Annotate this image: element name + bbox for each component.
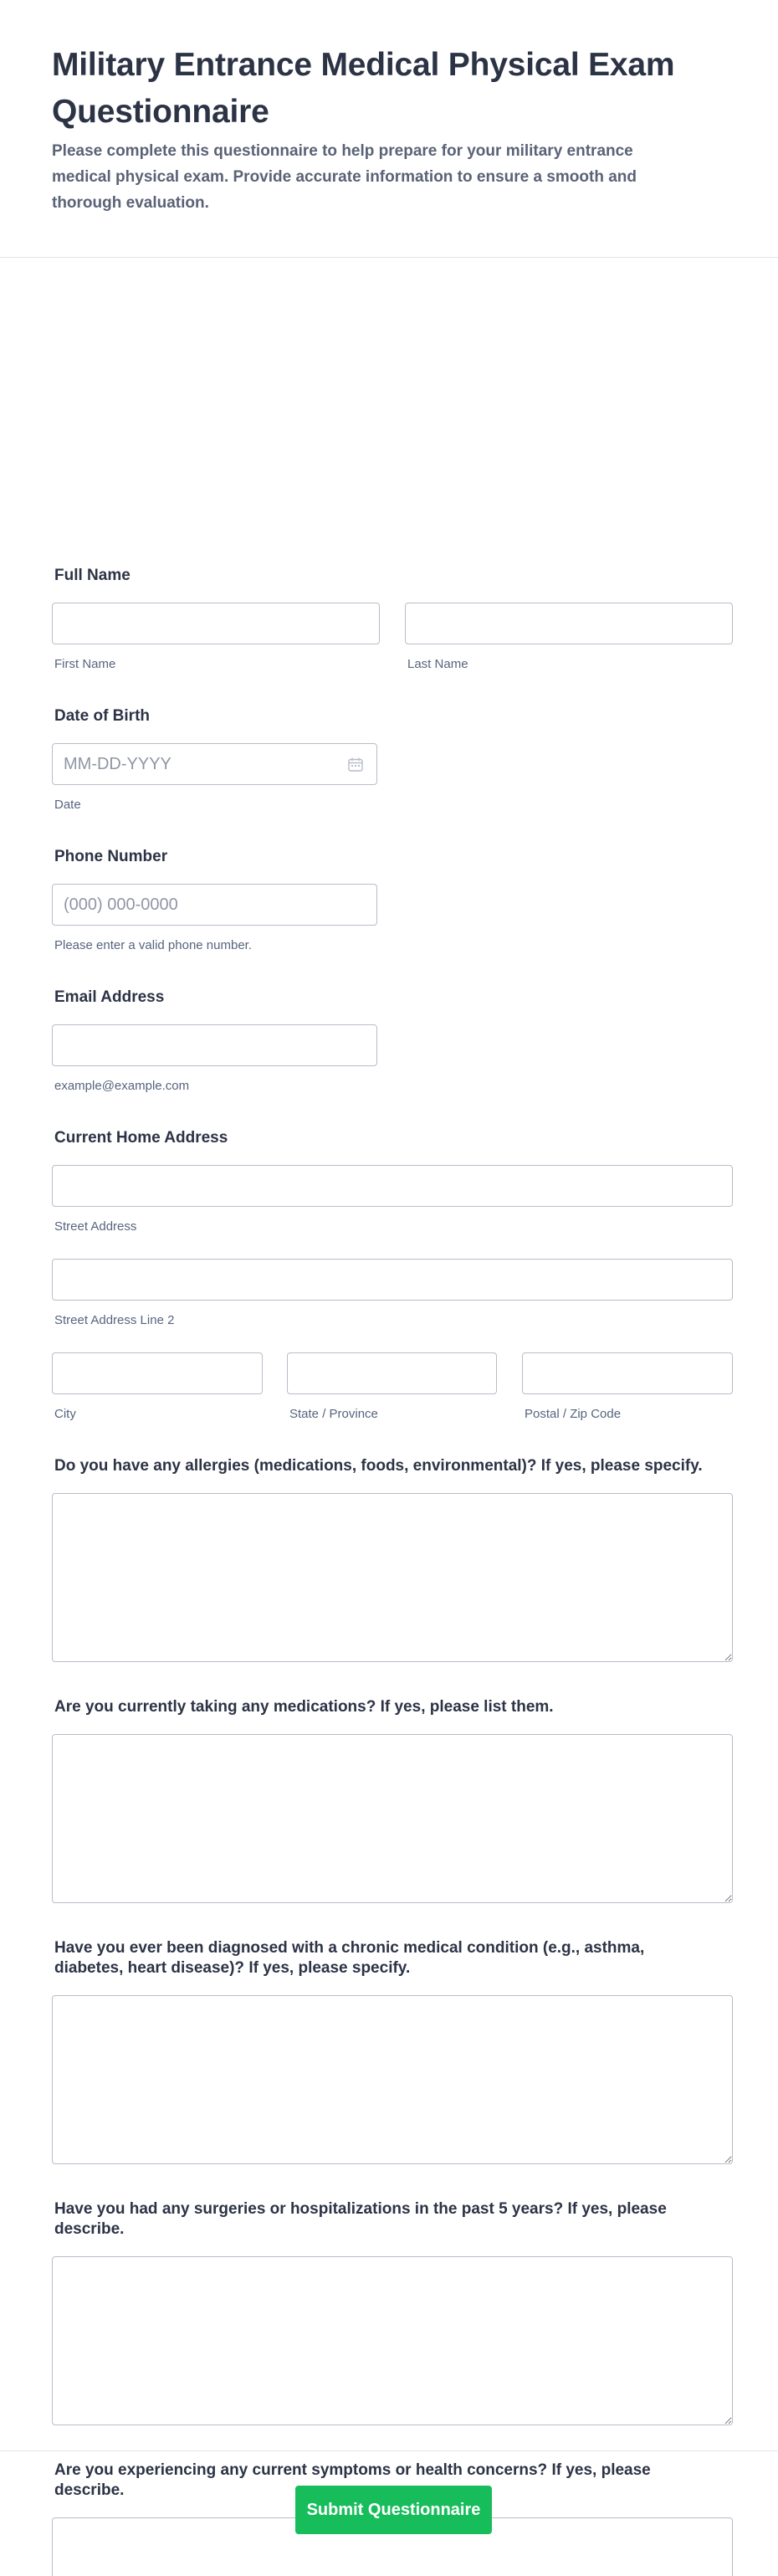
email-input[interactable] bbox=[52, 1024, 377, 1066]
last-name-sublabel: Last Name bbox=[407, 657, 468, 671]
street-address-input[interactable] bbox=[52, 1165, 733, 1207]
zip-sublabel: Postal / Zip Code bbox=[525, 1407, 622, 1421]
state-sublabel: State / Province bbox=[289, 1407, 378, 1421]
calendar-icon[interactable] bbox=[348, 757, 363, 772]
page-title: Military Entrance Medical Physical Exam Questionnaire bbox=[52, 47, 675, 130]
allergies-label: Do you have any allergies (medications, foods, environmental)? If yes, please specify. bbox=[54, 1457, 703, 1475]
dob-input[interactable] bbox=[52, 743, 377, 785]
zip-input[interactable] bbox=[522, 1352, 733, 1394]
state-input[interactable] bbox=[287, 1352, 497, 1394]
address-label: Current Home Address bbox=[54, 1129, 228, 1147]
form-header bbox=[0, 0, 778, 258]
chronic-label-line1: Have you ever been diagnosed with a chronic medical condition (e.g., asthma, bbox=[54, 1939, 645, 1957]
last-name-input[interactable] bbox=[405, 603, 733, 644]
dob-label: Date of Birth bbox=[54, 707, 150, 725]
surgeries-label-line2: describe. bbox=[54, 2220, 125, 2238]
street-address-sublabel: Street Address bbox=[54, 1219, 137, 1234]
street-address-2-input[interactable] bbox=[52, 1259, 733, 1301]
phone-input[interactable] bbox=[52, 884, 377, 926]
medications-textarea[interactable] bbox=[52, 1734, 733, 1903]
surgeries-textarea[interactable] bbox=[52, 2256, 733, 2425]
allergies-textarea[interactable] bbox=[52, 1493, 733, 1662]
phone-sublabel: Please enter a valid phone number. bbox=[54, 938, 252, 952]
symptoms-label-line2: describe. bbox=[54, 2481, 125, 2499]
city-input[interactable] bbox=[52, 1352, 263, 1394]
city-sublabel: City bbox=[54, 1407, 76, 1421]
page-description: Please complete this questionnaire to help prepare for your military entrance medical physical exam. Provide accurate information to ensure a smooth and thorough evaluation. bbox=[52, 142, 637, 212]
phone-label: Phone Number bbox=[54, 848, 168, 865]
footer-divider bbox=[0, 2450, 778, 2451]
email-sublabel: example@example.com bbox=[54, 1079, 190, 1093]
street-address-2-sublabel: Street Address Line 2 bbox=[54, 1313, 175, 1327]
medications-label: Are you currently taking any medications? If yes, please list them. bbox=[54, 1698, 554, 1716]
surgeries-label-line1: Have you had any surgeries or hospitalizations in the past 5 years? If yes, please bbox=[54, 2200, 667, 2218]
chronic-condition-textarea[interactable] bbox=[52, 1995, 733, 2164]
first-name-input[interactable] bbox=[52, 603, 380, 644]
symptoms-label-line1: Are you experiencing any current symptoms or health concerns? If yes, please bbox=[54, 2461, 651, 2479]
chronic-label-line2: diabetes, heart disease)? If yes, please specify. bbox=[54, 1959, 411, 1977]
email-label: Email Address bbox=[54, 988, 165, 1006]
dob-sublabel: Date bbox=[54, 798, 81, 812]
submit-button[interactable]: Submit Questionnaire bbox=[295, 2486, 492, 2534]
first-name-sublabel: First Name bbox=[54, 657, 116, 671]
full-name-label: Full Name bbox=[54, 567, 131, 584]
